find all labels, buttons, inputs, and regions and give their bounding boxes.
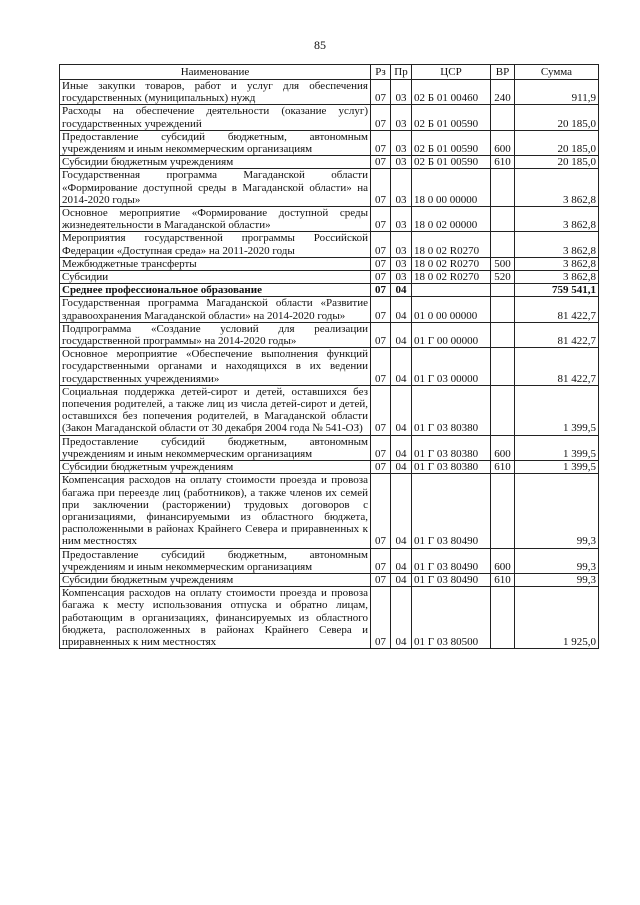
row-sum: 81 422,7 xyxy=(515,297,599,322)
row-name: Предоставление субсидий бюджетным, автономным учреждениям и иным некоммерческим организациям xyxy=(60,130,371,155)
row-sum: 1 399,5 xyxy=(515,385,599,435)
table-row xyxy=(60,385,599,435)
row-csr: 01 Г 03 80380 xyxy=(412,461,491,474)
table-row xyxy=(60,271,599,284)
row-vr xyxy=(491,232,515,257)
table-row xyxy=(60,461,599,474)
table-row xyxy=(60,573,599,586)
row-rz: 07 xyxy=(371,169,391,207)
row-pr: 03 xyxy=(391,80,412,105)
row-csr: 01 Г 03 80380 xyxy=(412,435,491,460)
row-vr xyxy=(491,297,515,322)
row-name: Компенсация расходов на оплату стоимости проезда и провоза багажа к месту использования отпуска и обратно лицам, работающим в организациях, финансируемых из областного бюджета, расположенных в районах Крайнего Севера и приравненных к ним местностях xyxy=(60,587,371,649)
row-rz: 07 xyxy=(371,435,391,460)
row-csr: 18 0 02 R0270 xyxy=(412,271,491,284)
row-pr: 04 xyxy=(391,548,412,573)
row-sum: 3 862,8 xyxy=(515,271,599,284)
row-name: Среднее профессиональное образование xyxy=(60,284,371,297)
row-sum: 99,3 xyxy=(515,548,599,573)
row-vr: 610 xyxy=(491,573,515,586)
row-vr: 610 xyxy=(491,156,515,169)
row-name: Социальная поддержка детей-сирот и детей, оставшихся без попечения родителей, а также лиц из числа детей-сирот и детей, оставшихся без попечения родителей, в Магаданской области (Закон Магаданской области от 30 декабря 2004 года № 541-ОЗ) xyxy=(60,385,371,435)
row-rz: 07 xyxy=(371,587,391,649)
row-csr: 01 Г 03 80490 xyxy=(412,548,491,573)
row-rz: 07 xyxy=(371,474,391,548)
row-csr: 02 Б 01 00460 xyxy=(412,80,491,105)
row-rz: 07 xyxy=(371,156,391,169)
row-vr: 520 xyxy=(491,271,515,284)
row-pr: 03 xyxy=(391,105,412,130)
row-sum: 20 185,0 xyxy=(515,156,599,169)
row-vr xyxy=(491,474,515,548)
row-csr: 02 Б 01 00590 xyxy=(412,156,491,169)
row-name: Иные закупки товаров, работ и услуг для обеспечения государственных (муниципальных) нужд xyxy=(60,80,371,105)
row-rz: 07 xyxy=(371,573,391,586)
row-pr: 03 xyxy=(391,169,412,207)
row-pr: 03 xyxy=(391,257,412,270)
row-pr: 04 xyxy=(391,461,412,474)
table-row xyxy=(60,435,599,460)
row-rz: 07 xyxy=(371,105,391,130)
row-name: Предоставление субсидий бюджетным, автономным учреждениям и иным некоммерческим организациям xyxy=(60,548,371,573)
row-name: Государственная программа Магаданской области «Формирование доступной среды в Магаданской области» на 2014-2020 годы» xyxy=(60,169,371,207)
header-csr: ЦСР xyxy=(412,65,491,80)
row-pr: 04 xyxy=(391,297,412,322)
row-pr: 04 xyxy=(391,573,412,586)
row-sum: 1 399,5 xyxy=(515,461,599,474)
header-rz: Рз xyxy=(371,65,391,80)
row-pr: 04 xyxy=(391,385,412,435)
row-rz: 07 xyxy=(371,284,391,297)
row-csr: 01 Г 03 80380 xyxy=(412,385,491,435)
header-vr: ВР xyxy=(491,65,515,80)
table-row xyxy=(60,348,599,386)
table-row xyxy=(60,257,599,270)
row-csr: 18 0 02 00000 xyxy=(412,207,491,232)
row-vr: 500 xyxy=(491,257,515,270)
row-pr: 04 xyxy=(391,348,412,386)
row-name: Субсидии бюджетным учреждениям xyxy=(60,573,371,586)
row-vr xyxy=(491,207,515,232)
row-csr: 01 Г 03 80490 xyxy=(412,573,491,586)
row-rz: 07 xyxy=(371,207,391,232)
budget-table xyxy=(59,64,599,649)
row-rz: 07 xyxy=(371,257,391,270)
row-csr: 01 0 00 00000 xyxy=(412,297,491,322)
table-row xyxy=(60,232,599,257)
row-name: Субсидии бюджетным учреждениям xyxy=(60,156,371,169)
table-row xyxy=(60,156,599,169)
table-row xyxy=(60,587,599,649)
table-row xyxy=(60,548,599,573)
row-pr: 04 xyxy=(391,284,412,297)
row-vr xyxy=(491,587,515,649)
row-pr: 03 xyxy=(391,156,412,169)
table-row xyxy=(60,105,599,130)
row-sum: 3 862,8 xyxy=(515,257,599,270)
row-vr: 240 xyxy=(491,80,515,105)
row-pr: 04 xyxy=(391,587,412,649)
table-row xyxy=(60,130,599,155)
row-vr xyxy=(491,105,515,130)
row-csr: 01 Г 03 80490 xyxy=(412,474,491,548)
row-sum: 99,3 xyxy=(515,573,599,586)
row-name: Расходы на обеспечение деятельности (оказание услуг) государственных учреждений xyxy=(60,105,371,130)
table-row xyxy=(60,474,599,548)
row-sum: 3 862,8 xyxy=(515,169,599,207)
page-number: 85 xyxy=(314,38,326,52)
row-name: Основное мероприятие «Обеспечение выполнения функций государственными органами и находящихся в их ведении государственных учреждениями» xyxy=(60,348,371,386)
table-row xyxy=(60,297,599,322)
row-sum: 3 862,8 xyxy=(515,207,599,232)
row-csr: 01 Г 03 00000 xyxy=(412,348,491,386)
row-name: Основное мероприятие «Формирование доступной среды жизнедеятельности в Магаданской области» xyxy=(60,207,371,232)
row-name: Межбюджетные трансферты xyxy=(60,257,371,270)
table-row xyxy=(60,322,599,347)
row-pr: 04 xyxy=(391,474,412,548)
row-vr xyxy=(491,284,515,297)
row-rz: 07 xyxy=(371,232,391,257)
header-sum: Сумма xyxy=(515,65,599,80)
row-rz: 07 xyxy=(371,548,391,573)
row-vr xyxy=(491,322,515,347)
row-rz: 07 xyxy=(371,322,391,347)
row-pr: 04 xyxy=(391,435,412,460)
row-sum: 99,3 xyxy=(515,474,599,548)
row-sum: 1 925,0 xyxy=(515,587,599,649)
row-vr: 600 xyxy=(491,548,515,573)
row-vr: 610 xyxy=(491,461,515,474)
row-csr: 01 Г 03 80500 xyxy=(412,587,491,649)
row-csr: 18 0 02 R0270 xyxy=(412,257,491,270)
row-rz: 07 xyxy=(371,130,391,155)
row-csr: 18 0 02 R0270 xyxy=(412,232,491,257)
table-row xyxy=(60,207,599,232)
row-csr: 02 Б 01 00590 xyxy=(412,130,491,155)
row-pr: 03 xyxy=(391,130,412,155)
row-name: Предоставление субсидий бюджетным, автономным учреждениям и иным некоммерческим организациям xyxy=(60,435,371,460)
row-csr: 01 Г 00 00000 xyxy=(412,322,491,347)
row-sum: 911,9 xyxy=(515,80,599,105)
row-vr xyxy=(491,348,515,386)
row-rz: 07 xyxy=(371,297,391,322)
table-row xyxy=(60,169,599,207)
row-rz: 07 xyxy=(371,385,391,435)
row-name: Субсидии xyxy=(60,271,371,284)
table-header-row xyxy=(60,65,599,80)
row-pr: 04 xyxy=(391,322,412,347)
row-sum: 20 185,0 xyxy=(515,105,599,130)
row-rz: 07 xyxy=(371,271,391,284)
row-name: Компенсация расходов на оплату стоимости проезда и провоза багажа при переезде лиц (работников), а также членов их семей при заключении (расторжении) трудовых договоров с организациями, финансируемыми из областного бюджета, расположенными в районах Крайнего Севера и приравненных к ним местностях xyxy=(60,474,371,548)
row-rz: 07 xyxy=(371,461,391,474)
row-vr xyxy=(491,385,515,435)
table-row xyxy=(60,80,599,105)
row-csr: 02 Б 01 00590 xyxy=(412,105,491,130)
row-sum: 759 541,1 xyxy=(515,284,599,297)
row-sum: 3 862,8 xyxy=(515,232,599,257)
header-name: Наименование xyxy=(60,65,371,80)
row-rz: 07 xyxy=(371,80,391,105)
row-rz: 07 xyxy=(371,348,391,386)
row-name: Подпрограмма «Создание условий для реализации государственной программы» на 2014-2020 годы» xyxy=(60,322,371,347)
row-pr: 03 xyxy=(391,232,412,257)
row-csr: 18 0 00 00000 xyxy=(412,169,491,207)
row-sum: 81 422,7 xyxy=(515,322,599,347)
row-vr xyxy=(491,169,515,207)
row-pr: 03 xyxy=(391,271,412,284)
row-vr: 600 xyxy=(491,130,515,155)
row-sum: 81 422,7 xyxy=(515,348,599,386)
row-pr: 03 xyxy=(391,207,412,232)
row-vr: 600 xyxy=(491,435,515,460)
row-sum: 1 399,5 xyxy=(515,435,599,460)
row-name: Государственная программа Магаданской области «Развитие здравоохранения Магаданской области» на 2014-2020 годы» xyxy=(60,297,371,322)
row-sum: 20 185,0 xyxy=(515,130,599,155)
row-name: Мероприятия государственной программы Российской Федерации «Доступная среда» на 2011-2020 годы xyxy=(60,232,371,257)
header-pr: Пр xyxy=(391,65,412,80)
table-row xyxy=(60,284,599,297)
table-body xyxy=(60,80,599,649)
row-name: Субсидии бюджетным учреждениям xyxy=(60,461,371,474)
row-csr xyxy=(412,284,491,297)
